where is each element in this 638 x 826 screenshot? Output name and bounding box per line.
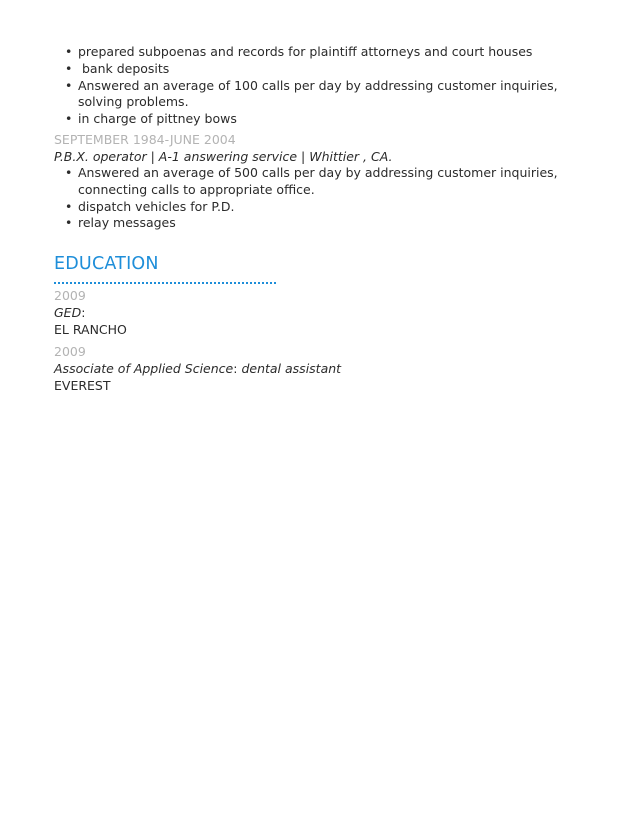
separator: | (301, 148, 306, 164)
school-name: EVEREST (54, 378, 111, 394)
section-divider (54, 278, 276, 284)
education-heading: EDUCATION (54, 254, 159, 275)
education-entry (54, 287, 594, 338)
list-item: • relay messages (54, 215, 594, 232)
degree-name: Associate of Applied Science (54, 361, 234, 377)
job2-bullet-list (54, 165, 594, 232)
degree-field: dental assistant (241, 361, 342, 377)
school-name: EL RANCHO (54, 322, 127, 338)
list-item: • bank deposits (54, 61, 594, 78)
resume-page (54, 44, 594, 394)
degree-name: GED (54, 305, 82, 321)
degree-colon: : (81, 305, 86, 321)
list-item: • Answered an average of 500 calls per day by addressing customer inquiries, connecting calls to appropriate office. (54, 165, 594, 199)
education-year: 2009 (54, 288, 86, 304)
education-degree-line (54, 360, 594, 377)
job2-company: A-1 answering service (158, 148, 298, 164)
list-item: • Answered an average of 100 calls per day by addressing customer inquiries, solving problems. (54, 78, 594, 112)
job2-location: Whittier , CA. (309, 148, 393, 164)
education-year: 2009 (54, 344, 86, 360)
job2-title: P.B.X. operator (54, 148, 147, 164)
job2-dates: SEPTEMBER 1984-JUNE 2004 (54, 131, 236, 147)
job1-bullet-list (54, 44, 594, 128)
education-entry (54, 343, 594, 394)
list-item: • dispatch vehicles for P.D. (54, 199, 594, 216)
education-degree-line (54, 304, 594, 321)
job2-header (54, 148, 594, 165)
degree-colon: : (233, 361, 238, 377)
list-item: • in charge of pittney bows (54, 111, 594, 128)
separator: | (150, 148, 155, 164)
list-item: • prepared subpoenas and records for plaintiff attorneys and court houses (54, 44, 594, 61)
